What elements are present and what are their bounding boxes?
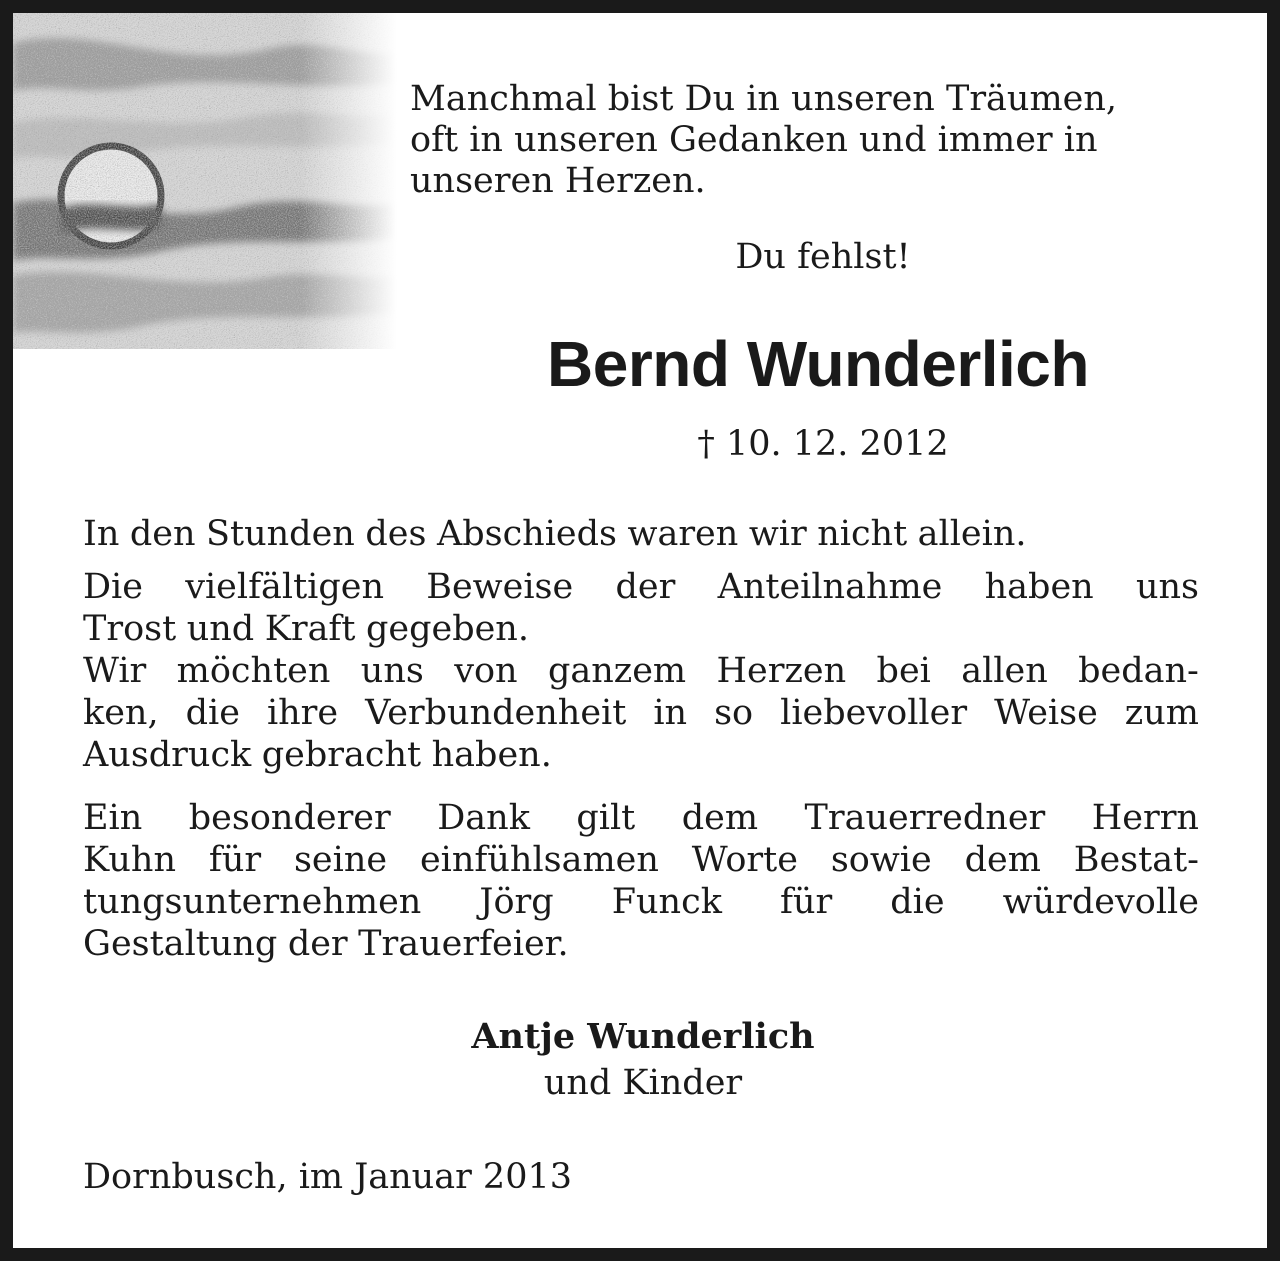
signature — [353, 1013, 933, 1107]
death-date: † 10. 12. 2012 — [697, 424, 949, 464]
poem-line: oft in unseren Gedanken und immer in — [410, 120, 1098, 160]
text-line: Ausdruck gebracht haben. — [83, 735, 552, 775]
place-and-date: Dornbusch, im Januar 2013 — [83, 1157, 572, 1197]
text-line: tungsunternehmen Jörg Funck für die würdevolle — [83, 882, 1199, 922]
poem-line: Manchmal bist Du in unseren Träumen, — [410, 79, 1118, 119]
text-line: Die vielfältigen Beweise der Anteilnahme haben uns — [83, 567, 1199, 607]
text-line: Wir möchten uns von ganzem Herzen bei allen bedan- — [83, 651, 1199, 691]
paragraph-3 — [83, 797, 1199, 965]
text-line: Ein besonderer Dank gilt dem Trauerredner Herrn — [83, 798, 1199, 838]
poem-closing: Du fehlst! — [735, 237, 911, 277]
poem — [410, 79, 1230, 202]
signature-name: Antje Wunderlich — [471, 1016, 815, 1057]
moon-over-clouds-picture — [13, 13, 397, 349]
deceased-name: Bernd Wunderlich — [547, 328, 1089, 400]
text-line: Kuhn für seine einfühlsamen Worte sowie dem Bestat- — [83, 840, 1199, 880]
paragraph-1 — [83, 513, 1199, 555]
text-line: ken, die ihre Verbundenheit in so liebevoller Weise zum — [83, 693, 1199, 733]
paragraph-2 — [83, 566, 1199, 776]
text-line: Gestaltung der Trauerfeier. — [83, 924, 569, 964]
text-line: Trost und Kraft gegeben. — [83, 609, 529, 649]
poem-line: unseren Herzen. — [410, 161, 706, 201]
text-line: In den Stunden des Abschieds waren wir nicht allein. — [83, 514, 1027, 554]
signature-line: und Kinder — [543, 1063, 743, 1103]
